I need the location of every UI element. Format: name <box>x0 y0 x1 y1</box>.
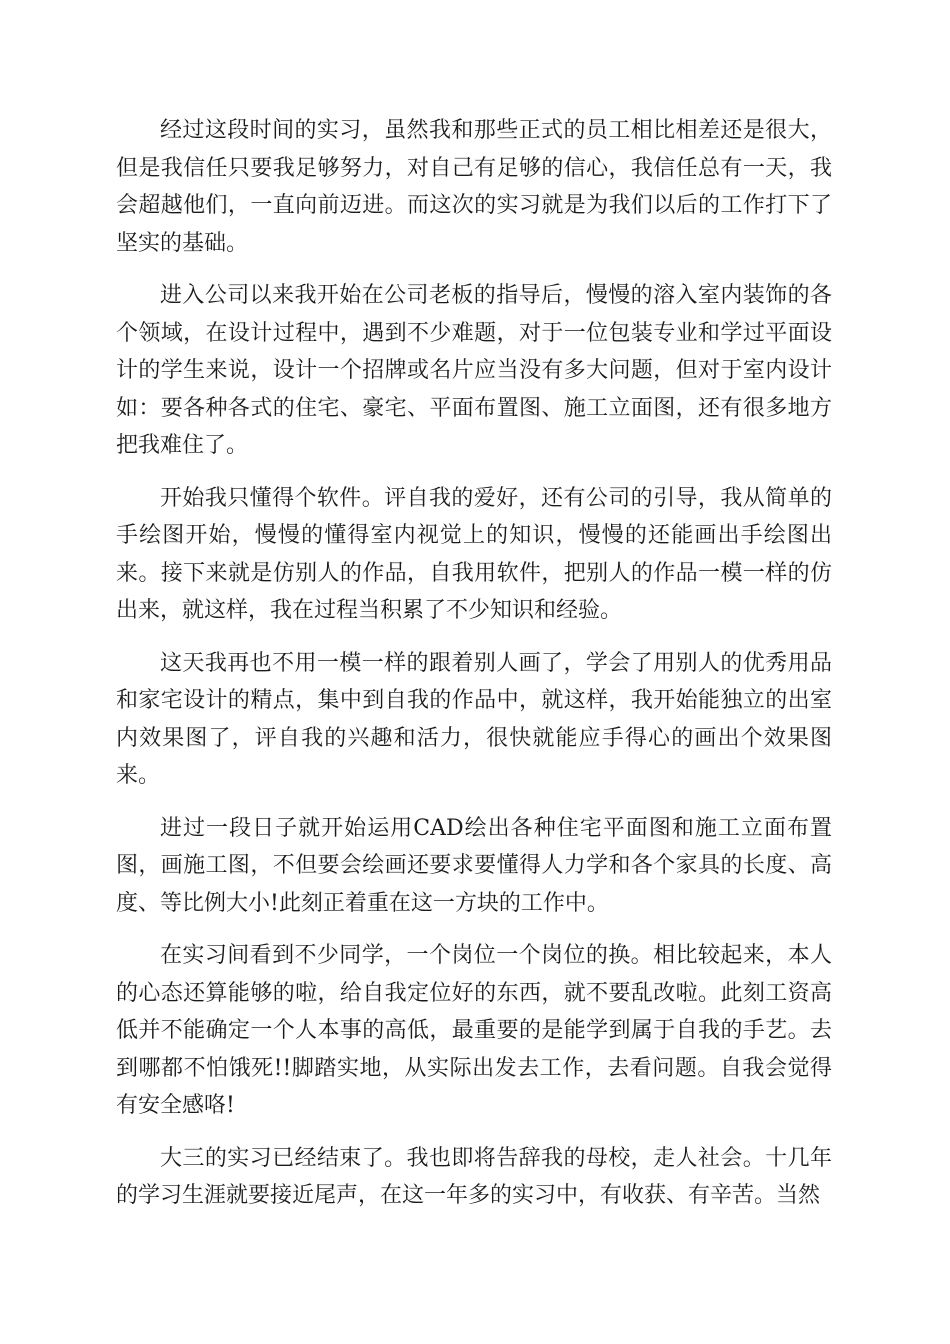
paragraph-7: 大三的实习已经结束了。我也即将告辞我的母校，走人社会。十几年的学习生涯就要接近尾声，在这一年多的实习中，有收获、有辛苦。当然 <box>116 1145 832 1208</box>
paragraph-6: 在实习间看到不少同学，一个岗位一个岗位的换。相比较起来，本人的心态还算能够的啦，给自我定位好的东西，就不要乱改啦。此刻工资高低并不能确定一个人本事的高低，最重要的是能学到属于自我的手艺。去到哪都不怕饿死!!脚踏实地，从实际出发去工作，去看问题。自我会觉得有安全感咯! <box>116 943 832 1118</box>
document-body <box>116 112 832 1230</box>
paragraph-1: 经过这段时间的实习，虽然我和那些正式的员工相比相差还是很大，但是我信任只要我足够努力，对自己有足够的信心，我信任总有一天，我会超越他们，一直向前迈进。而这次的实习就是为我们以后的工作打下了坚实的基础。 <box>116 118 832 256</box>
paragraph-5: 进过一段日子就开始运用CAD绘出各种住宅平面图和施工立面布置图，画施工图，不但要会绘画还要求要懂得人力学和各个家具的长度、高度、等比例大小!此刻正着重在这一方块的工作中。 <box>116 815 832 916</box>
paragraph-4: 这天我再也不用一模一样的跟着别人画了，学会了用别人的优秀用品和家宅设计的精点，集中到自我的作品中，就这样，我开始能独立的出室内效果图了，评自我的兴趣和活力，很快就能应手得心的画出个效果图来。 <box>116 650 832 788</box>
paragraph-3: 开始我只懂得个软件。评自我的爱好，还有公司的引导，我从简单的手绘图开始，慢慢的懂得室内视觉上的知识，慢慢的还能画出手绘图出来。接下来就是仿别人的作品，自我用软件，把别人的作品一模一样的仿出来，就这样，我在过程当积累了不少知识和经验。 <box>116 485 832 623</box>
paragraph-2: 进入公司以来我开始在公司老板的指导后，慢慢的溶入室内装饰的各个领域，在设计过程中，遇到不少难题，对于一位包装专业和学过平面设计的学生来说，设计一个招牌或名片应当没有多大问题，但对于室内设计如：要各种各式的住宅、豪宅、平面布置图、施工立面图，还有很多地方把我难住了。 <box>116 283 832 458</box>
